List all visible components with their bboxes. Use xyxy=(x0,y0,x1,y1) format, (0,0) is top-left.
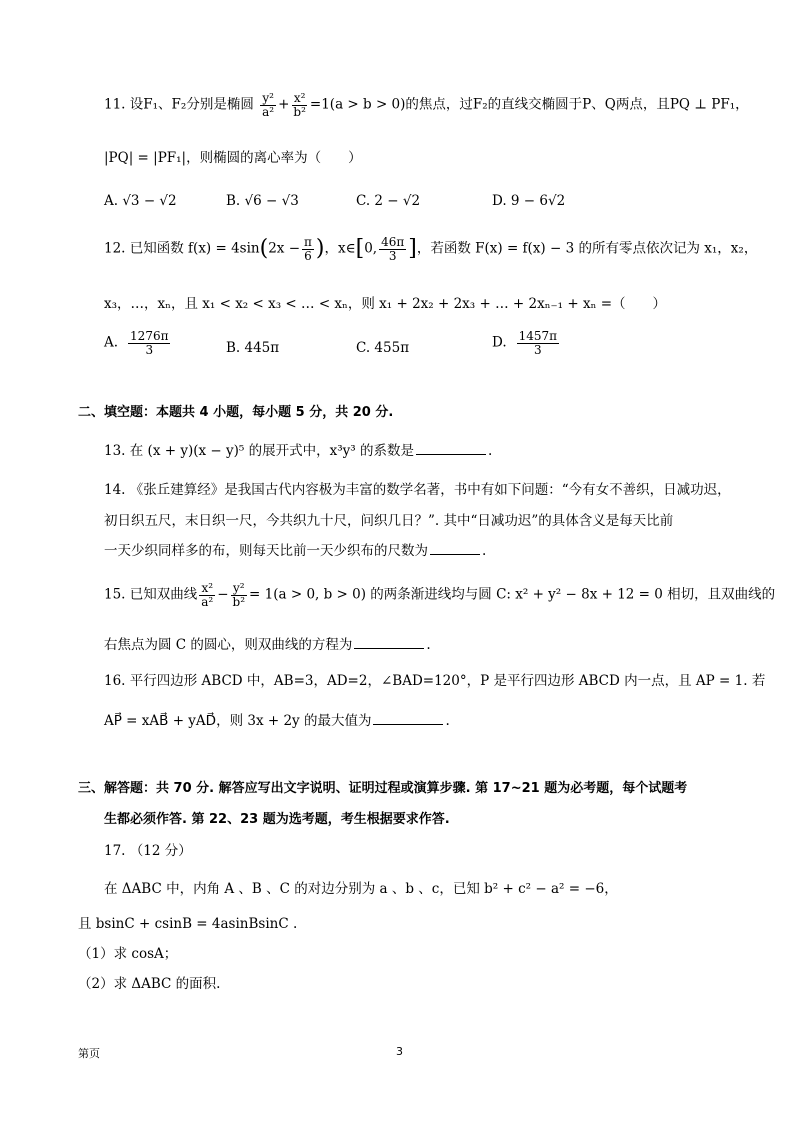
q12-line2: x₃，…，xₙ，且 x₁ < x₂ < x₃ < … < xₙ，则 x₁ + 2x₂ + 2x₃ + … + 2xₙ₋₁ + xₙ =（ ） xyxy=(104,296,667,312)
section-fill-in-heading: 二、填空题：本题共 4 小题，每小题 5 分，共 20 分. xyxy=(78,405,394,420)
q14-line2: 初日织五尺，末日织一尺，今共织九十尺，问织几日？”. 其中“日减功迟”的具体含义是每天比前 xyxy=(104,513,674,529)
q17-line1: 在 ΔABC 中，内角 A 、B 、C 的对边分别为 a 、b 、c，已知 b² + c² − a² = −6， xyxy=(104,881,618,897)
q11-option-d: D. 9 − 6√2 xyxy=(492,193,566,209)
q13-answer-blank[interactable] xyxy=(416,442,486,455)
section-solve-heading-line1: 三、解答题：共 70 分. 解答应写出文字说明、证明过程或演算步骤. 第 17~21 题为必考题，每个试题考 xyxy=(78,781,688,796)
q13: 13. 在 (x + y)(x − y)⁵ 的展开式中，x³y³ 的系数是 . xyxy=(104,443,493,459)
q15-line1: 15. 已知双曲线 $\frac{\text{x²}}{\text{a²}}$ − $\frac{\text{y²}}{\text{b²}}$ = 1(a > 0, b > 0) 的两条渐进线均与圆 C: x² + y² − 8x + 12 = 0 相切，且双曲线的 xyxy=(104,581,776,609)
q12-line1: 12. 已知函数 f(x) = 4sin(2x − $\frac{\pi}{6}$ )，x∈[0, $\frac{46\pi}{3}$ ]，若函数 F(x) = f(x) − 3 的所有零点依次记为 x₁，x₂， xyxy=(104,235,758,263)
q11-option-a: A. √3 − √2 xyxy=(104,193,177,209)
q14-answer-blank[interactable] xyxy=(430,542,480,555)
q11-line2: |PQ| = |PF₁|，则椭圆的离心率为（ ） xyxy=(104,150,362,166)
q11-option-b: B. √6 − √3 xyxy=(226,193,299,209)
q11-frac-y: $\frac{\text{y²}}{\text{a²}}$ xyxy=(262,91,275,119)
q12-option-b: B. 445π xyxy=(226,340,280,356)
q11-suffix: =1(a > b > 0)的焦点，过F₂的直线交椭圆于P、Q两点，且PQ ⊥ PF₁， xyxy=(309,96,749,113)
q12-option-a: A. $\frac{1276\pi}{3}$ xyxy=(104,329,169,357)
q17-sub1: （1）求 cosA； xyxy=(78,946,178,962)
q11-option-c: C. 2 − √2 xyxy=(356,193,421,209)
page-number: 3 xyxy=(396,1045,403,1058)
q11-prefix: 11. 设F₁、F₂分别是椭圆 xyxy=(104,96,254,113)
section-solve-heading-line2: 生都必须作答. 第 22、23 题为选考题，考生根据要求作答. xyxy=(104,812,450,827)
q12-option-d: D. $\frac{1457\pi}{3}$ xyxy=(492,329,558,357)
footer-label: 第页 xyxy=(78,1047,100,1060)
q14-line3: 一天少织同样多的布，则每天比前一天少织布的尺数为 . xyxy=(104,543,487,559)
q12-range-frac: $\frac{46\pi}{3}$ xyxy=(381,235,405,263)
q15-line2: 右焦点为圆 C 的圆心，则双曲线的方程为 . xyxy=(104,637,431,653)
q11-frac-x: $\frac{\text{x²}}{\text{b²}}$ xyxy=(293,91,306,119)
q16-line1: 16. 平行四边形 ABCD 中，AB=3，AD=2，∠BAD=120°，P 是平行四边形 ABCD 内一点，且 AP = 1. 若 xyxy=(104,673,766,689)
q14-line1: 14. 《张丘建算经》是我国古代内容极为丰富的数学名著，书中有如下问题：“今有女不善织，日减功迟， xyxy=(104,482,731,498)
q17-line2: 且 bsinC + csinB = 4asinBsinC . xyxy=(78,916,298,932)
q17-sub2: （2）求 ΔABC 的面积. xyxy=(78,976,221,992)
q12-pi-frac: $\frac{\pi}{6}$ xyxy=(304,235,312,263)
q16-line2: AP⃗ = xAB⃗ + yAD⃗，则 3x + 2y 的最大值为 . xyxy=(104,713,450,729)
q12-option-c: C. 455π xyxy=(356,340,410,356)
q16-answer-blank[interactable] xyxy=(373,712,443,725)
q11-line1: 11. 设F₁、F₂分别是椭圆 $\frac{\text{y²}}{\text{a²}}$ + $\frac{\text{x²}}{\text{b²}}$ =1(a > b > 0)的焦点，过F₂的直线交椭圆于P、Q两点，且PQ ⊥ PF₁， xyxy=(104,91,749,119)
q17-header: 17. （12 分） xyxy=(104,843,192,859)
q15-answer-blank[interactable] xyxy=(354,636,424,649)
